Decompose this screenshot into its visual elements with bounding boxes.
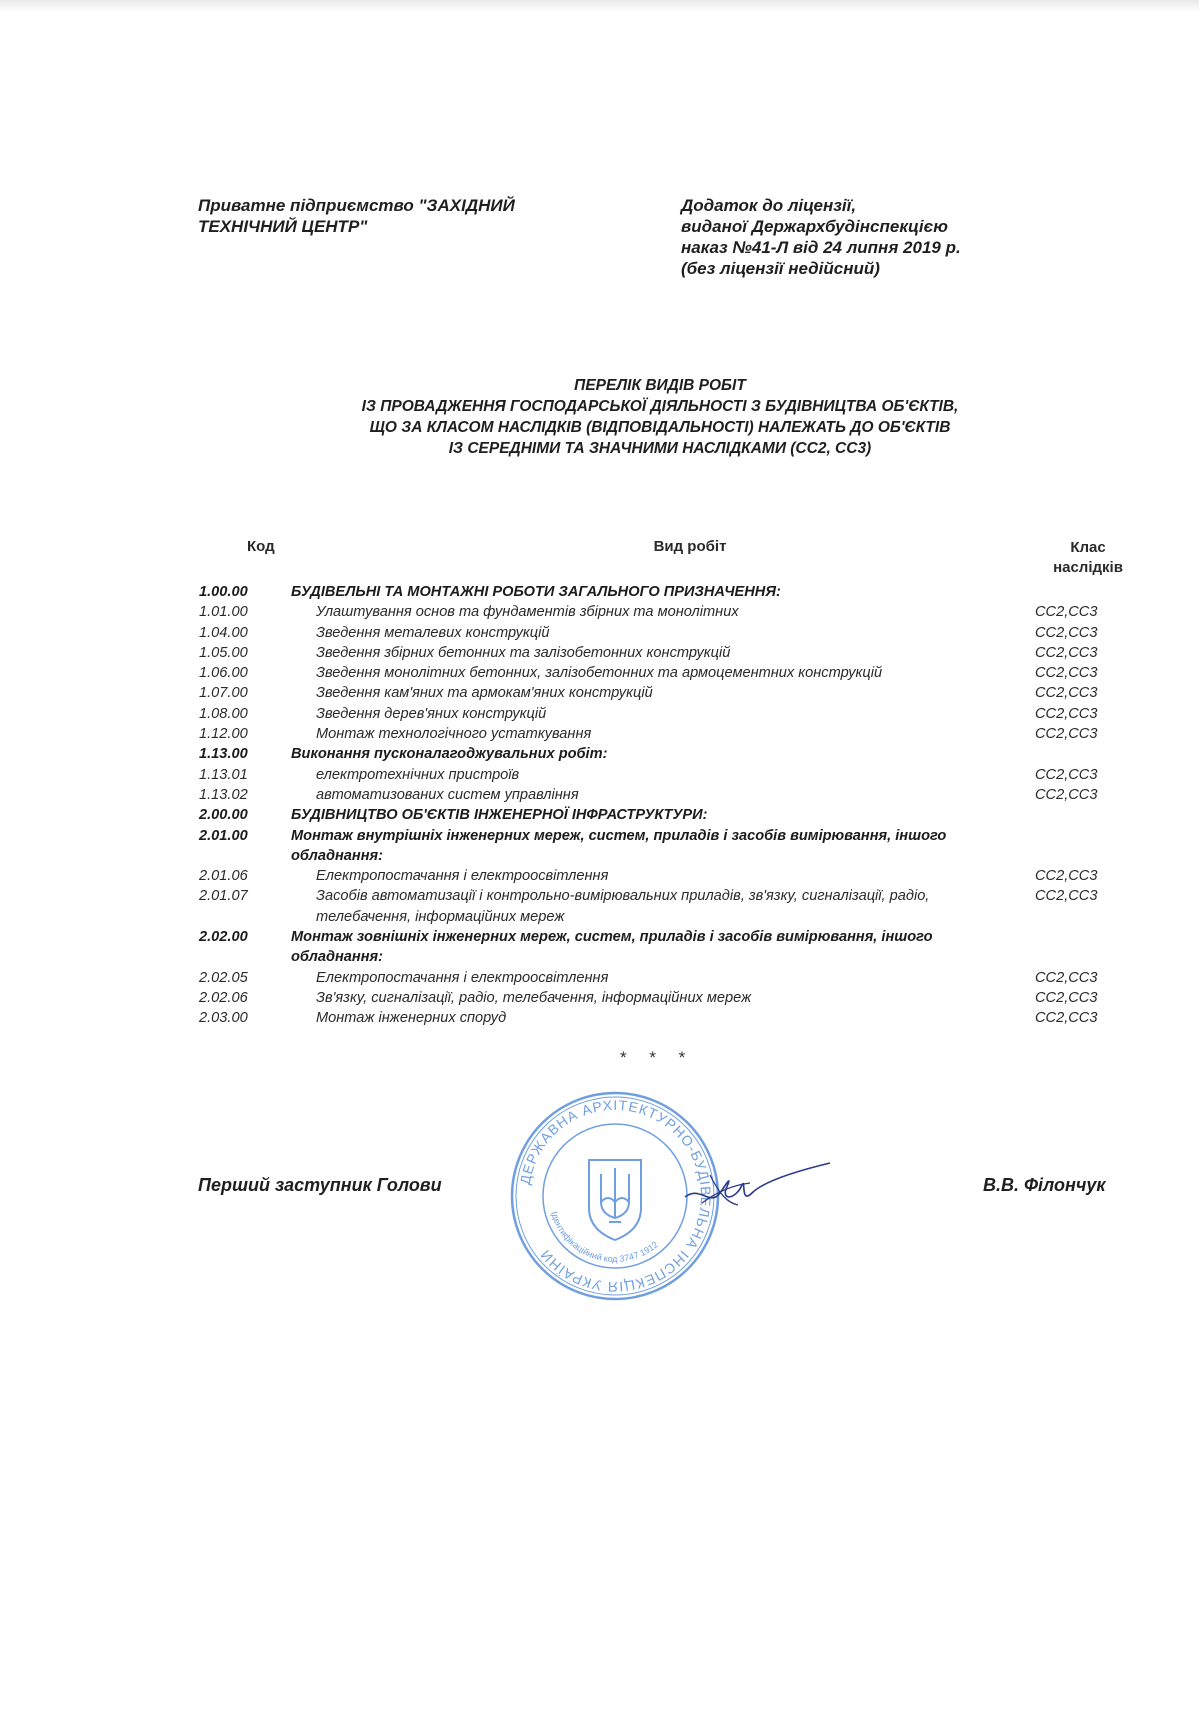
row-code: 1.05.00 — [199, 644, 248, 661]
table-row — [0, 582, 1199, 602]
column-header-class — [1038, 538, 1138, 578]
table-row — [0, 623, 1199, 643]
handwritten-signature — [680, 1155, 840, 1215]
row-code: 1.06.00 — [199, 665, 248, 682]
row-code: 1.13.00 — [199, 746, 248, 763]
row-consequence-class: СС2,СС3 — [1035, 868, 1098, 885]
row-code: 2.00.00 — [199, 807, 248, 824]
row-code: 1.04.00 — [199, 624, 248, 641]
row-code: 1.13.01 — [199, 766, 248, 783]
row-consequence-class: СС2,СС3 — [1035, 624, 1098, 641]
row-code: 1.12.00 — [199, 726, 248, 743]
row-work-type: БУДІВНИЦТВО ОБ'ЄКТІВ ІНЖЕНЕРНОЇ ІНФРАСТРУКТУРИ: — [291, 807, 708, 824]
row-work-type: Зведення монолітних бетонних, залізобетонних та армоцементних конструкцій — [316, 665, 883, 682]
row-work-type: Електропостачання і електроосвітлення — [316, 969, 609, 986]
row-work-type: Монтаж технологічного устаткування — [316, 726, 592, 743]
table-row — [0, 866, 1199, 886]
row-work-type: Монтаж зовнішніх інженерних мереж, систем, приладів і засобів вимірювання, іншого обладнання: — [291, 929, 933, 966]
signatory-position: Перший заступник Голови — [198, 1175, 442, 1195]
column-header-code: Код — [247, 538, 275, 555]
svg-text:Ідентифікаційний код 3747 1912 — [549, 1210, 660, 1264]
row-consequence-class: СС2,СС3 — [1035, 604, 1098, 621]
title-line-4: ІЗ СЕРЕДНІМИ ТА ЗНАЧНИМИ НАСЛІДКАМИ (СС2, СС3) — [448, 440, 872, 457]
title-line-1: ПЕРЕЛІК ВИДІВ РОБІТ — [574, 377, 746, 394]
signatory-name: В.В. Філончук — [983, 1175, 1106, 1195]
row-consequence-class: СС2,СС3 — [1035, 969, 1098, 986]
title-line-2: ІЗ ПРОВАДЖЕННЯ ГОСПОДАРСЬКОЇ ДІЯЛЬНОСТІ З БУДІВНИЦТВА ОБ'ЄКТІВ, — [361, 398, 959, 415]
row-consequence-class: СС2,СС3 — [1035, 685, 1098, 702]
row-consequence-class: СС2,СС3 — [1035, 888, 1098, 905]
row-consequence-class: СС2,СС3 — [1035, 766, 1098, 783]
org-line-1: Приватне підприємство "ЗАХІДНИЙ — [198, 196, 515, 215]
table-row — [0, 988, 1199, 1008]
table-row — [0, 744, 1199, 764]
row-work-type: Улаштування основ та фундаментів збірних та монолітних — [316, 604, 739, 621]
title-line-3: ЩО ЗА КЛАСОМ НАСЛІДКІВ (ВІДПОВІДАЛЬНОСТІ) НАЛЕЖАТЬ ДО ОБ'ЄКТІВ — [369, 419, 951, 436]
row-work-type: електротехнічних пристроїв — [316, 766, 520, 783]
row-code: 2.01.06 — [199, 868, 248, 885]
column-header-work-type: Вид робіт — [653, 538, 727, 555]
table-row — [0, 643, 1199, 663]
table-row — [0, 602, 1199, 622]
table-row — [0, 785, 1199, 805]
row-code: 1.08.00 — [199, 705, 248, 722]
column-header-class-line-1: Клас — [1070, 539, 1106, 556]
scan-edge — [0, 0, 1199, 12]
row-code: 1.13.02 — [199, 786, 248, 803]
row-code: 1.00.00 — [199, 584, 248, 600]
row-consequence-class: СС2,СС3 — [1035, 1010, 1098, 1027]
row-work-type: Зведення кам'яних та армокам'яних конструкцій — [316, 685, 653, 702]
row-consequence-class: СС2,СС3 — [1035, 705, 1098, 722]
row-work-type: Електропостачання і електроосвітлення — [316, 868, 609, 885]
seal-ring-text: ДЕРЖАВНА АРХІТЕКТУРНО-БУДІВЕЛЬНА ІНСПЕКЦІЯ УКРАЇНИ — [516, 1096, 715, 1296]
row-code: 2.02.05 — [199, 969, 248, 986]
row-consequence-class: СС2,СС3 — [1035, 786, 1098, 803]
table-row — [0, 826, 1199, 867]
row-work-type: автоматизованих систем управління — [316, 786, 579, 803]
table-row — [0, 724, 1199, 744]
row-code: 2.03.00 — [199, 1010, 248, 1027]
row-code: 2.01.00 — [199, 827, 248, 844]
row-work-type: Зведення дерев'яних конструкцій — [316, 705, 547, 722]
table-row — [0, 683, 1199, 703]
document-title — [300, 375, 1020, 459]
separator-stars: * * * — [620, 1048, 695, 1067]
row-work-type: Зведення металевих конструкцій — [316, 624, 550, 641]
row-work-type: Зведення збірних бетонних та залізобетонних конструкцій — [316, 644, 731, 661]
annex-line-3: наказ №41-Л від 24 липня 2019 р. — [681, 238, 961, 257]
seal-inner-text: Ідентифікаційний код 3747 1912 — [549, 1210, 660, 1265]
table-row — [0, 805, 1199, 825]
table-row — [0, 1008, 1199, 1028]
row-work-type: Монтаж інженерних споруд — [316, 1010, 507, 1027]
organization-name — [198, 195, 598, 237]
row-work-type: Зв'язку, сигналізації, радіо, телебачення, інформаційних мереж — [316, 989, 752, 1006]
row-consequence-class: СС2,СС3 — [1035, 726, 1098, 743]
work-types-table — [0, 582, 1199, 1029]
row-code: 2.02.06 — [199, 989, 248, 1006]
table-row — [0, 704, 1199, 724]
annex-line-2: виданої Держархбудінспекцією — [681, 217, 948, 236]
row-code: 2.01.07 — [199, 888, 248, 905]
column-header-class-line-2: наслідків — [1053, 559, 1123, 576]
row-code: 1.07.00 — [199, 685, 248, 702]
row-code: 1.01.00 — [199, 604, 248, 621]
table-row — [0, 886, 1199, 927]
table-row — [0, 968, 1199, 988]
row-work-type: Засобів автоматизації і контрольно-вимірювальних приладів, зв'язку, сигналізації, радіо, телебачення, інформаційних мереж — [316, 888, 930, 925]
row-work-type: Виконання пусконалагоджувальних робіт: — [291, 746, 608, 763]
table-row — [0, 765, 1199, 785]
license-annex-note — [681, 195, 1101, 279]
org-line-2: ТЕХНІЧНИЙ ЦЕНТР" — [198, 217, 368, 236]
table-row — [0, 927, 1199, 968]
row-work-type: Монтаж внутрішніх інженерних мереж, систем, приладів і засобів вимірювання, іншого обладнання: — [291, 827, 947, 864]
row-code: 2.02.00 — [199, 929, 248, 946]
row-consequence-class: СС2,СС3 — [1035, 665, 1098, 682]
row-consequence-class: СС2,СС3 — [1035, 989, 1098, 1006]
row-consequence-class: СС2,СС3 — [1035, 644, 1098, 661]
annex-line-1: Додаток до ліцензії, — [681, 196, 857, 215]
row-work-type: БУДІВЕЛЬНІ ТА МОНТАЖНІ РОБОТИ ЗАГАЛЬНОГО ПРИЗНАЧЕННЯ: — [291, 584, 781, 600]
table-row — [0, 663, 1199, 683]
annex-line-4: (без ліцензії недійсний) — [681, 259, 880, 278]
